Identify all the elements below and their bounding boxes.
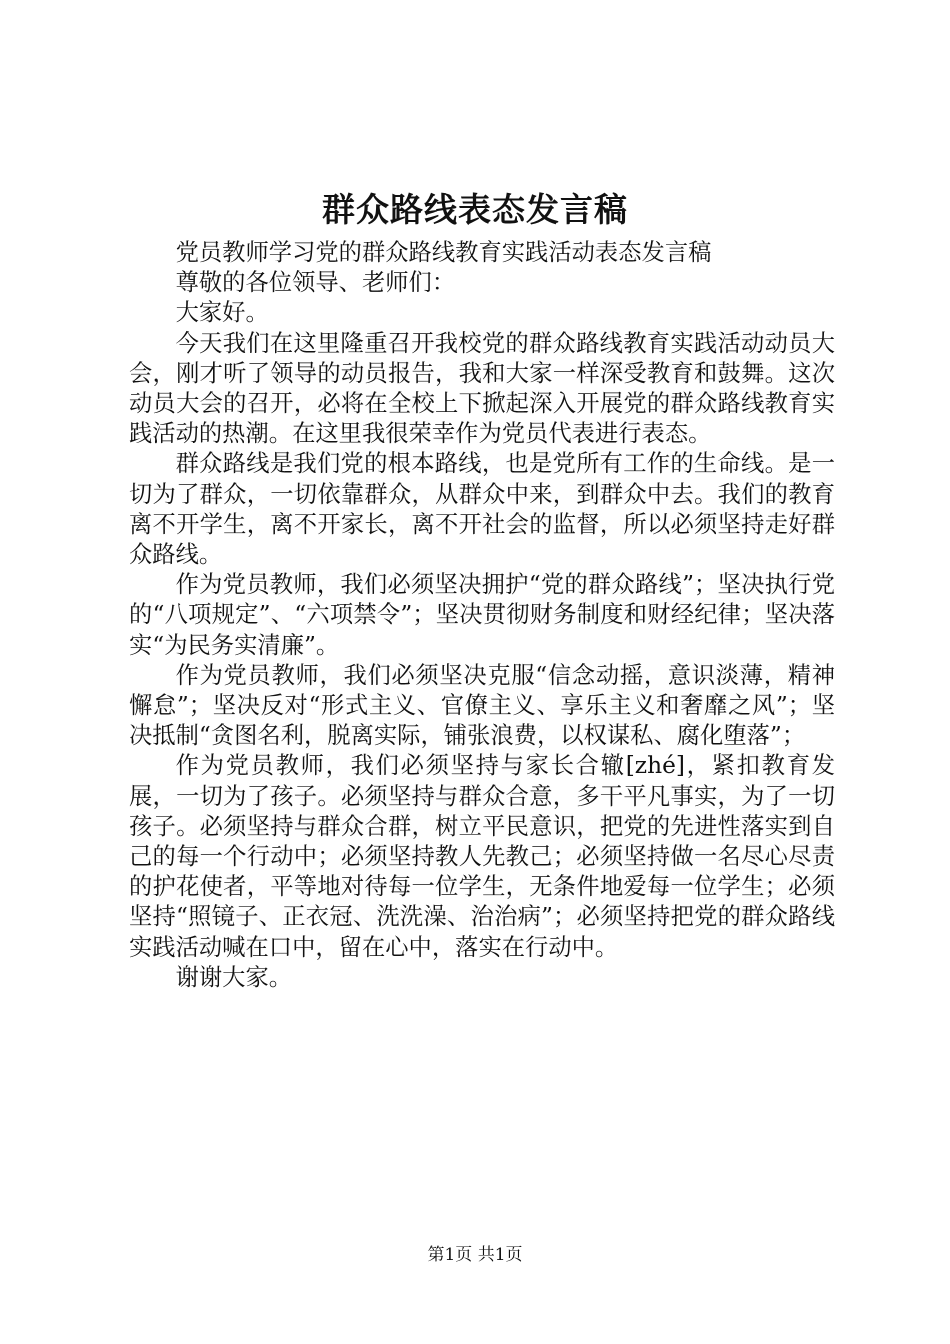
paragraph-opening: 今天我们在这里隆重召开我校党的群众路线教育实践活动动员大会，刚才听了领导的动员报告，我和大家一样深受教育和鼓舞。这次动员大会的召开，必将在全校上下掀起深入开展党的群众路线教育实践活动的热潮。在这里我很荣幸作为党员代表进行表态。 [129,329,835,448]
document-title: 群众路线表态发言稿 [322,190,628,229]
document-body [129,238,835,993]
page-number-footer: 第1页 共1页 [427,1245,523,1265]
paragraph-salutation: 尊敬的各位领导、老师们： [175,269,456,297]
paragraph-greeting: 大家好。 [175,299,269,327]
paragraph-closing: 谢谢大家。 [175,963,293,991]
paragraph-subtitle: 党员教师学习党的群众路线教育实践活动表态发言稿 [175,239,712,266]
paragraph-commitments: 作为党员教师，我们必须坚持与家长合辙[zhé]，紧扣教育发展，一切为了孩子。必须坚持与群众合意，多干平凡事实，为了一切孩子。必须坚持与群众合群，树立平民意识，把党的先进性落实到自己的每一个行动中；必须坚持教人先教己；必须坚持做一名尽心尽责的护花使者，平等地对待每一位学生，无条件地爱每一位学生；必须坚持“照镜子、正衣冠、洗洗澡、治治病”；必须坚持把党的群众路线实践活动喊在口中，留在心中，落实在行动中。 [129,752,835,961]
paragraph-overcome: 作为党员教师，我们必须坚决克服“信念动摇，意识淡薄，精神懈怠”；坚决反对“形式主义、官僚主义、享乐主义和奢靡之风”；坚决抵制“贪图名利，脱离实际，铺张浪费，以权谋私、腐化堕落”； [129,661,835,750]
paragraph-support: 作为党员教师，我们必须坚决拥护“党的群众路线”；坚决执行党的“八项规定”、“六项禁令”；坚决贯彻财务制度和财经纪律；坚决落实“为民务实清廉”。 [129,571,835,659]
paragraph-mass-line: 群众路线是我们党的根本路线，也是党所有工作的生命线。是一切为了群众，一切依靠群众，从群众中来，到群众中去。我们的教育离不开学生，离不开家长，离不开社会的监督，所以必须坚持走好群众路线。 [129,450,835,569]
